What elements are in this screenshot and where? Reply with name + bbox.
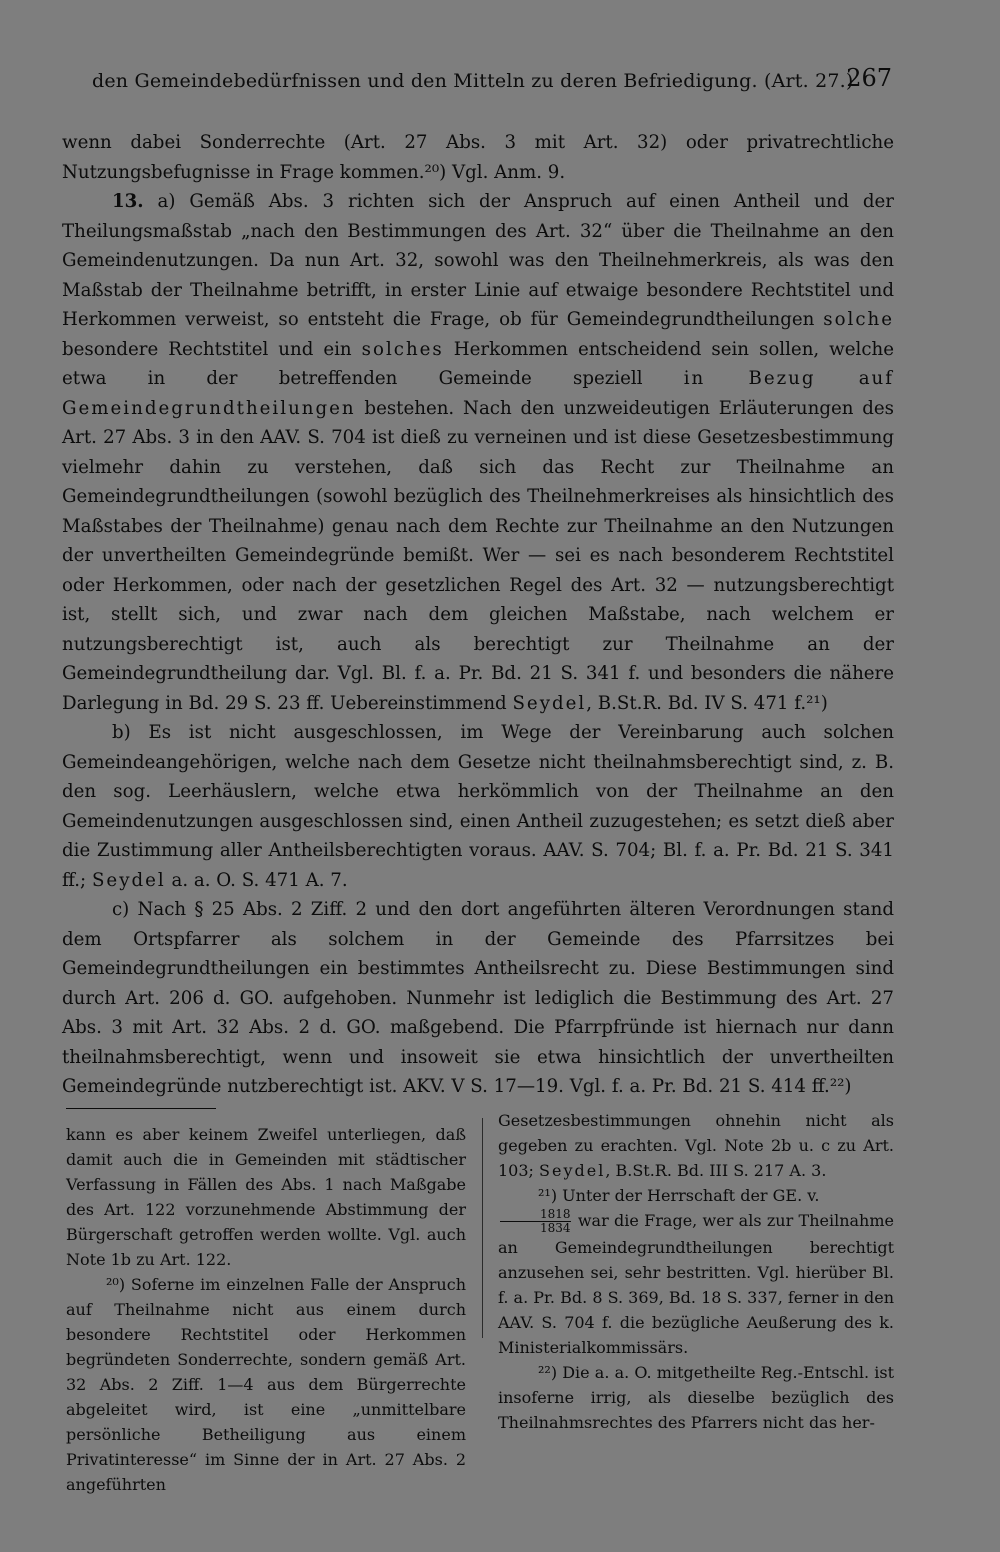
emphasis-text: solche: [823, 309, 894, 330]
footnote-20: [66, 1272, 466, 1497]
footnote-21: [498, 1183, 894, 1360]
footnote-text: ²²) Die a. a. O. mitgetheilte Reg.-Entschl. ist insoferne irrig, als dieselbe bezüglich des Theilnahmsrechtes des Pfarrers nicht das her-: [498, 1363, 894, 1432]
footnote-text: ²⁰) Soferne im einzelnen Falle der Anspruch auf Theilnahme nicht aus einem durch besondere Rechtstitel oder Herkommen begründeten Sonderrechte, sondern gemäß Art. 32 Abs. 2 Ziff. 1—4 aus dem Bürgerrechte abgeleitet wird, ist eine „unmittelbare persönliche Betheiligung aus einem Privatinteresse“ im Sinne der in Art. 27 Abs. 2 angeführten: [66, 1275, 466, 1494]
paragraph-text: bestehen. Nach den unzweideutigen Erläuterungen des Art. 27 Abs. 3 in den AAV. S. 704 ist dieß zu verneinen und ist diese Gesetzesbestimmung vielmehr dahin zu verstehen, daß sich das Recht zur Theilnahme an Gemeindegrundtheilungen (sowohl bezüglich des Theilnehmerkreises als hinsichtlich des Maßstabes der Theilnahme) genau nach dem Rechte zur Theilnahme an den Nutzungen der unvertheilten Gemeindegründe bemißt. Wer — sei es nach besonderem Rechtstitel oder Herkommen, oder nach der gesetzlichen Regel des Art. 32 — nutzungsberechtigt ist, stellt sich, und zwar nach dem gleichen Maßstabe, nach welchem er nutzungsberechtigt ist, auch als berechtigt zur Theilnahme an der Gemeindegrundtheilung dar. Vgl. Bl. f. a. Pr. Bd. 21 S. 341 f. und besonders die nähere Darlegung in Bd. 29 S. 23 ff. Uebereinstimmend: [62, 397, 894, 714]
footnote-rule: [66, 1108, 216, 1109]
fraction-bottom: 1834: [540, 1221, 571, 1235]
paragraph-text: c) Nach § 25 Abs. 2 Ziff. 2 und den dort angeführten älteren Verordnungen stand dem Ortspfarrer als solchem in der Gemeinde des Pfarrsitzes bei Gemeindegrundtheilungen ein bestimmtes Antheilsrecht zu. Diese Bestimmungen sind durch Art. 206 d. GO. aufgehoben. Nunmehr ist lediglich die Bestimmung des Art. 27 Abs. 3 mit Art. 32 Abs. 2 d. GO. maßgebend. Die Pfarrpfründe ist hiernach nur dann theilnahmsberechtigt, wenn und insoweit sie etwa hinsichtlich der unvertheilten Gemeindegründe nutzberechtigt ist. AKV. V S. 17—19. Vgl. f. a. Pr. Bd. 21 S. 414 ff.²²): [62, 899, 894, 1097]
footnotes-right-column: [498, 1108, 894, 1435]
year-fraction: [500, 1208, 571, 1235]
paragraph-text: wenn dabei Sonderrechte (Art. 27 Abs. 3 mit Art. 32) oder privatrechtliche Nutzungsbefugnisse in Frage kommen.²⁰) Vgl. Anm. 9.: [62, 132, 894, 183]
author-name: Seydel: [512, 692, 587, 714]
footnote-text: ²¹) Unter der Herrschaft der GE. v.: [538, 1186, 820, 1205]
footnote-column-divider: [482, 1118, 483, 1338]
author-name: Seydel: [539, 1161, 606, 1180]
footnote-text: kann es aber keinem Zweifel unterliegen, daß damit auch die in Gemeinden mit städtischer Verfassung in Fällen des Abs. 1 nach Maßgabe des Art. 122 vorzunehmende Abstimmung der Bürgerschaft getroffen werden wollte. Vgl. auch Note 1b zu Art. 122.: [66, 1125, 466, 1269]
paragraph-text: besondere Rechtstitel und ein: [62, 338, 362, 360]
page-header: [92, 64, 892, 100]
page-number: 267: [846, 64, 892, 92]
paragraph-13c: [62, 895, 894, 1102]
paragraph-text: b) Es ist nicht ausgeschlossen, im Wege der Vereinbarung auch solchen Gemeindeangehörigen, welche nach dem Gesetze nicht theilnahmsberechtigt sind, z. B. den sog. Leerhäuslern, welche etwa herkömmlich von der Theilnahme an den Gemeindenutzungen ausgeschlossen sind, einen Antheil zuzugestehen; es setzt dieß aber die Zustimmung aller Antheilsberechtigten voraus. AAV. S. 704; Bl. f. a. Pr. Bd. 21 S. 341 ff.;: [62, 722, 894, 891]
paragraph-13a: [62, 187, 894, 718]
author-name: Seydel: [91, 869, 166, 891]
footnote-text: war die Frage, wer als zur Theilnahme an Gemeindegrundtheilungen berechtigt anzusehen sei, sehr bestritten. Vgl. hierüber Bl. f. a. Pr. Bd. 8 S. 369, Bd. 18 S. 337, ferner in den AAV. S. 704 f. die bezügliche Aeußerung des k. Ministerialkommissärs.: [498, 1211, 894, 1357]
paragraph-text: , B.St.R. Bd. IV S. 471 f.²¹): [586, 692, 828, 714]
footnote-text: , B.St.R. Bd. III S. 217 A. 3.: [605, 1161, 827, 1180]
fraction-top: 1818: [500, 1208, 571, 1222]
footnote-text: Gesetzesbestimmungen ohnehin nicht als gegeben zu erachten. Vgl. Note 2b u. c zu Art. 103;: [498, 1111, 894, 1180]
paragraph-13b: [62, 718, 894, 895]
paragraph-continuation: [62, 128, 894, 187]
emphasis-text: in Bezug auf Gemeindegrundtheilungen: [62, 368, 895, 419]
footnote-continuation: [498, 1108, 894, 1183]
emphasis-text: solches: [361, 338, 444, 360]
paragraph-text: a. a. O. S. 471 A. 7.: [165, 869, 348, 891]
running-title: den Gemeindebedürfnissen und den Mitteln zu deren Befriedigung. (Art. 27.): [92, 70, 854, 92]
footnote-continuation: [66, 1122, 466, 1272]
paragraph-text: Herkommen entscheidend sein sollen, welche etwa in der betreffenden Gemeinde speziell: [62, 338, 894, 389]
footnotes-left-column: [66, 1122, 466, 1497]
main-text: [62, 128, 894, 1102]
section-number: 13.: [112, 191, 144, 212]
paragraph-text: a) Gemäß Abs. 3 richten sich der Anspruch auf einen Antheil und der Theilungsmaßstab „nach den Bestimmungen des Art. 32“ über die Theilnahme an den Gemeindenutzungen. Da nun Art. 32, sowohl was den Theilnehmerkreis, als was den Maßstab der Theilnahme betrifft, in erster Linie auf etwaige besondere Rechtstitel und Herkommen verweist, so entsteht die Frage, ob für Gemeindegrundtheilungen: [62, 191, 894, 330]
footnote-22: [498, 1360, 894, 1435]
